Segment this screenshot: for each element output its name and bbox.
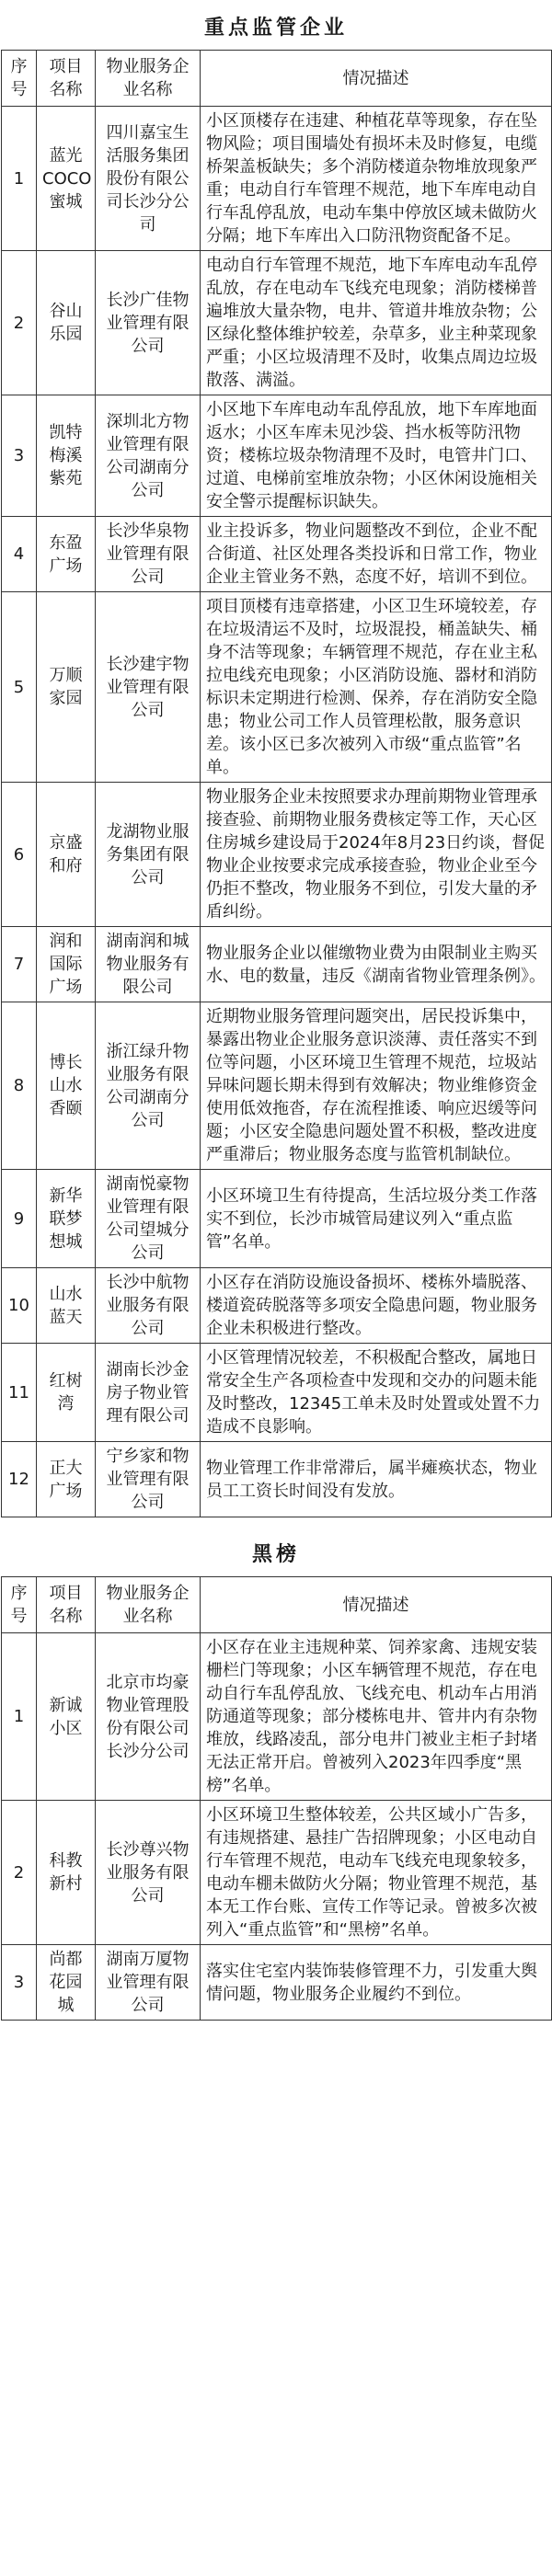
row-project-name-cell: 科教新村 xyxy=(37,1801,96,1945)
row-project-name-cell: 山水蓝天 xyxy=(37,1268,96,1344)
row-company-cell: 湖南长沙金房子物业管理有限公司 xyxy=(96,1344,201,1442)
header-company: 物业服务企业名称 xyxy=(96,1577,201,1633)
section-title: 黑榜 xyxy=(251,1543,300,1566)
table-row xyxy=(2,1268,552,1344)
row-seq-cell: 1 xyxy=(2,107,37,251)
row-seq-cell: 11 xyxy=(2,1344,37,1442)
section-blacklist xyxy=(0,1534,552,2021)
row-project-name-cell: 红树湾 xyxy=(37,1344,96,1442)
row-seq-cell: 3 xyxy=(2,395,37,517)
table-header-row xyxy=(2,1577,552,1633)
row-description-cell: 小区环境卫生整体较差，公共区域小广告多，有违规搭建、悬挂广告招牌现象；小区电动自行车管理不规范，电动车飞线充电现象较多，电动车棚未做防火分隔；物业管理不规范，基本无工作台账、宣传工作等记录。曾被多次被列入“重点监管”和“黑榜”名单。 xyxy=(201,1801,552,1945)
row-company-cell: 长沙中航物业服务有限公司 xyxy=(96,1268,201,1344)
row-company-cell: 深圳北方物业管理有限公司湖南分公司 xyxy=(96,395,201,517)
blacklist-table xyxy=(1,1576,552,2021)
table-row xyxy=(2,1170,552,1268)
row-description-cell: 电动自行车管理不规范，地下车库电动车乱停乱放，存在电动车飞线充电现象；消防楼梯普遍堆放大量杂物，电井、管道井堆放杂物；公区绿化整体维护较差，杂草多，业主种菜现象严重；小区垃圾清理不及时，收集点周边垃圾散落、满溢。 xyxy=(201,251,552,395)
row-seq-cell: 7 xyxy=(2,927,37,1002)
table-row xyxy=(2,1945,552,2021)
table-header-row xyxy=(2,51,552,107)
row-company-cell: 北京市均豪物业管理股份有限公司长沙分公司 xyxy=(96,1633,201,1801)
row-description-cell: 项目顶楼有违章搭建，小区卫生环境较差，存在垃圾清运不及时，垃圾混投，桶盖缺失、桶身不洁等现象；车辆管理不规范，存在业主私拉电线充电现象；小区消防设施、器材和消防标识未定期进行检测、保养，存在消防安全隐患；物业公司工作人员管理松散，服务意识差。该小区已多次被列入市级“重点监管”名单。 xyxy=(201,592,552,783)
table-row xyxy=(2,1801,552,1945)
row-company-cell: 湖南润和城物业服务有限公司 xyxy=(96,927,201,1002)
row-company-cell: 宁乡家和物业管理有限公司 xyxy=(96,1442,201,1517)
row-company-cell: 长沙建宇物业管理有限公司 xyxy=(96,592,201,783)
table-body xyxy=(2,107,552,1517)
table-row xyxy=(2,517,552,592)
row-description-cell: 物业管理工作非常滞后，属半瘫痪状态，物业员工工资长时间没有发放。 xyxy=(201,1442,552,1517)
row-description-cell: 落实住宅室内装饰装修管理不力，引发重大舆情问题，物业服务企业履约不到位。 xyxy=(201,1945,552,2021)
row-description-cell: 物业服务企业以催缴物业费为由限制业主购买水、电的数量，违反《湖南省物业管理条例》。 xyxy=(201,927,552,1002)
row-company-cell: 龙湖物业服务集团有限公司 xyxy=(96,783,201,927)
row-description-cell: 物业服务企业未按照要求办理前期物业管理承接查验、前期物业服务费核定等工作，天心区住房城乡建设局于2024年8月23日约谈，督促物业企业按要求完成承接查验，物业企业至今仍拒不整改，物业服务不到位，引发大量的矛盾纠纷。 xyxy=(201,783,552,927)
row-company-cell: 长沙华泉物业管理有限公司 xyxy=(96,517,201,592)
row-project-name-cell: 凯特梅溪紫苑 xyxy=(37,395,96,517)
row-project-name-cell: 新华联梦想城 xyxy=(37,1170,96,1268)
row-seq-cell: 2 xyxy=(2,251,37,395)
row-description-cell: 小区顶楼存在违建、种植花草等现象，存在坠物风险；项目围墙处有损坏未及时修复，电缆桥架盖板缺失；多个消防楼道杂物堆放现象严重；电动自行车管理不规范，地下车库电动自行车乱停乱放，电动车集中停放区域未做防火分隔；地下车库出入口防汛物资配备不足。 xyxy=(201,107,552,251)
row-seq-cell: 4 xyxy=(2,517,37,592)
row-company-cell: 湖南万厦物业管理有限公司 xyxy=(96,1945,201,2021)
row-project-name-cell: 京盛和府 xyxy=(37,783,96,927)
row-seq-cell: 8 xyxy=(2,1002,37,1170)
table-row xyxy=(2,783,552,927)
supervision-table xyxy=(1,50,552,1517)
row-project-name-cell: 谷山乐园 xyxy=(37,251,96,395)
row-company-cell: 长沙广佳物业管理有限公司 xyxy=(96,251,201,395)
table-row xyxy=(2,592,552,783)
table-row xyxy=(2,395,552,517)
row-seq-cell: 9 xyxy=(2,1170,37,1268)
row-project-name-cell: 正大广场 xyxy=(37,1442,96,1517)
table-row xyxy=(2,927,552,1002)
table-row xyxy=(2,1344,552,1442)
header-company: 物业服务企业名称 xyxy=(96,51,201,107)
row-company-cell: 长沙尊兴物业服务有限公司 xyxy=(96,1801,201,1945)
row-description-cell: 近期物业服务管理问题突出，居民投诉集中，暴露出物业企业服务意识淡薄、责任落实不到位等问题，小区环境卫生管理不规范，垃圾站异味问题长期未得到有效解决；物业维修资金使用低效拖沓，存在流程推诿、响应迟缓等问题；小区安全隐患问题处置不积极，整改进度严重滞后；物业服务态度与监管机制缺位。 xyxy=(201,1002,552,1170)
header-desc: 情况描述 xyxy=(201,51,552,107)
section-title: 重点监管企业 xyxy=(203,17,348,40)
header-name: 项目名称 xyxy=(37,51,96,107)
row-company-cell: 浙江绿升物业服务有限公司湖南分公司 xyxy=(96,1002,201,1170)
header-desc: 情况描述 xyxy=(201,1577,552,1633)
row-seq-cell: 12 xyxy=(2,1442,37,1517)
header-name: 项目名称 xyxy=(37,1577,96,1633)
header-seq: 序号 xyxy=(2,1577,37,1633)
row-project-name-cell: 万顺家园 xyxy=(37,592,96,783)
table-row xyxy=(2,1442,552,1517)
row-description-cell: 小区环境卫生有待提高，生活垃圾分类工作落实不到位，长沙市城管局建议列入“重点监管”名单。 xyxy=(201,1170,552,1268)
row-project-name-cell: 尚都花园城 xyxy=(37,1945,96,2021)
row-description-cell: 小区存在消防设施设备损坏、楼栋外墙脱落、楼道瓷砖脱落等多项安全隐患问题，物业服务企业未积极进行整改。 xyxy=(201,1268,552,1344)
row-description-cell: 业主投诉多，物业问题整改不到位，企业不配合街道、社区处理各类投诉和日常工作，物业企业主管业务不熟，态度不好，培训不到位。 xyxy=(201,517,552,592)
row-company-cell: 四川嘉宝生活服务集团股份有限公司长沙分公司 xyxy=(96,107,201,251)
row-seq-cell: 5 xyxy=(2,592,37,783)
table-row xyxy=(2,1633,552,1801)
row-project-name-cell: 蓝光COCO蜜城 xyxy=(37,107,96,251)
row-company-cell: 湖南悦豪物业管理有限公司望城分公司 xyxy=(96,1170,201,1268)
row-seq-cell: 1 xyxy=(2,1633,37,1801)
row-description-cell: 小区存在业主违规种菜、饲养家禽、违规安装栅栏门等现象；小区车辆管理不规范，存在电动自行车乱停乱放、飞线充电、机动车占用消防通道等现象；部分楼栋电井、管井内有杂物堆放，线路凌乱，部分电井门被业主柜子封堵无法正常开启。曾被列入2023年四季度“黑榜”名单。 xyxy=(201,1633,552,1801)
row-description-cell: 小区管理情况较差，不积极配合整改，属地日常安全生产各项检查中发现和交办的问题未能及时整改，12345工单未及时处置或处置不力造成不良影响。 xyxy=(201,1344,552,1442)
table-row xyxy=(2,251,552,395)
row-project-name-cell: 东盈广场 xyxy=(37,517,96,592)
row-project-name-cell: 新诚小区 xyxy=(37,1633,96,1801)
section-key-supervision xyxy=(0,7,552,1517)
row-seq-cell: 2 xyxy=(2,1801,37,1945)
row-seq-cell: 10 xyxy=(2,1268,37,1344)
row-seq-cell: 3 xyxy=(2,1945,37,2021)
row-description-cell: 小区地下车库电动车乱停乱放，地下车库地面返水；小区车库未见沙袋、挡水板等防汛物资；楼栋垃圾杂物清理不及时，电管井门口、过道、电梯前室堆放杂物；小区休闲设施相关安全警示提醒标识缺失。 xyxy=(201,395,552,517)
row-project-name-cell: 润和国际广场 xyxy=(37,927,96,1002)
table-row xyxy=(2,1002,552,1170)
table-row xyxy=(2,107,552,251)
table-body xyxy=(2,1633,552,2021)
row-seq-cell: 6 xyxy=(2,783,37,927)
header-seq: 序号 xyxy=(2,51,37,107)
row-project-name-cell: 博长山水香颐 xyxy=(37,1002,96,1170)
